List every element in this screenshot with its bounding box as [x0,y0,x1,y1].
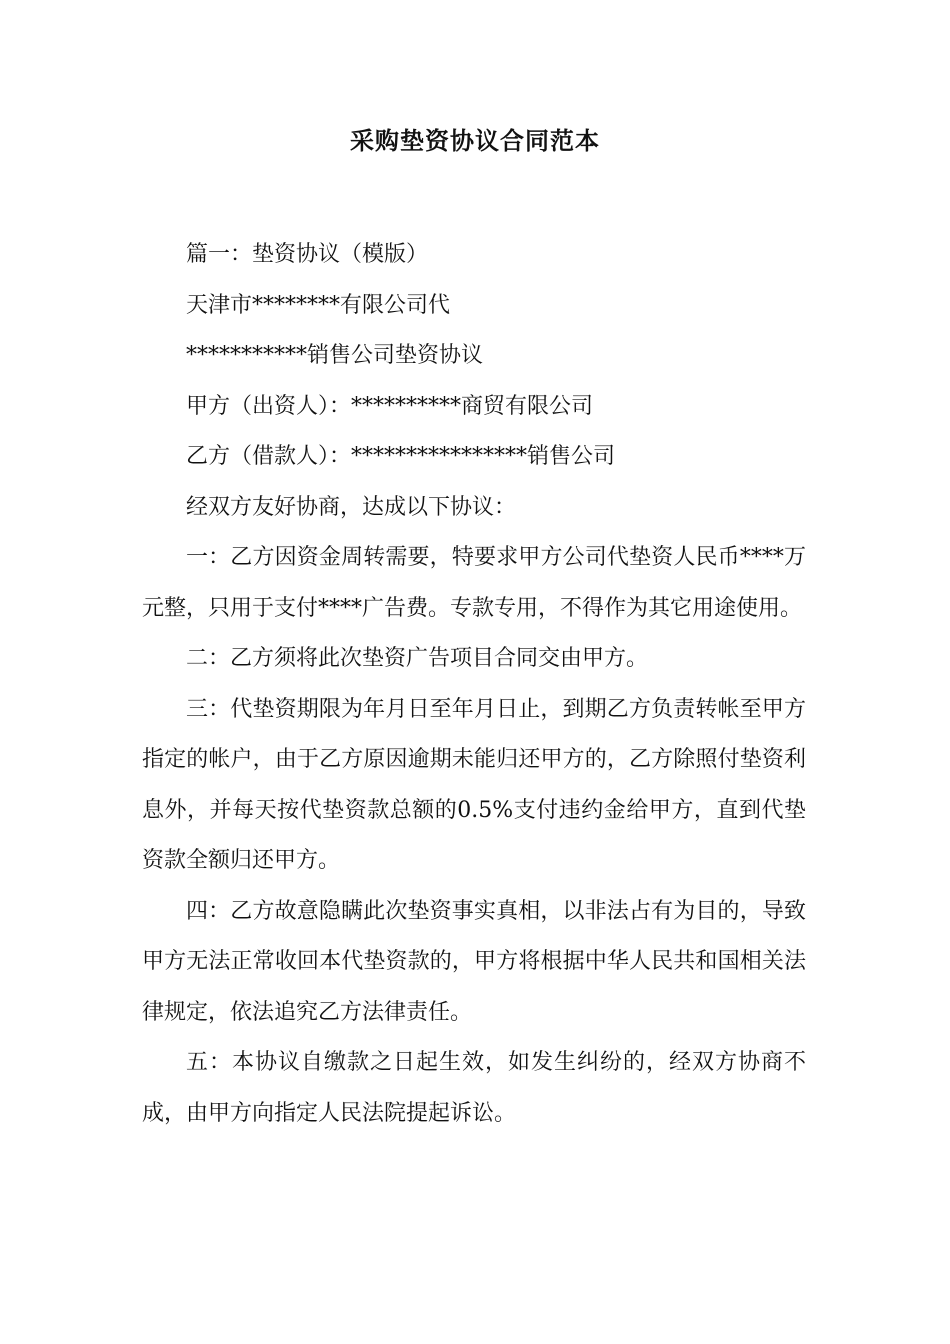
clause-4: 四：乙方故意隐瞒此次垫资事实真相，以非法占有为目的，导致甲方无法正常收回本代垫资款的，甲方将根据中华人民共和国相关法律规定，依法追究乙方法律责任。 [142,898,806,1025]
clause-2: 二：乙方须将此次垫资广告项目合同交由甲方。 [186,646,649,671]
clause-3: 三：代垫资期限为年月日至年月日止，到期乙方负责转帐至甲方指定的帐户，由于乙方原因逾期未能归还甲方的，乙方除照付垫资利息外，并每天按代垫资款总额的0.5%支付违约金给甲方，直到代垫资款全额归还甲方。 [142,696,806,873]
clause-1: 一：乙方因资金周转需要，特要求甲方公司代垫资人民币****万元整，只用于支付****广告费。专款专用，不得作为其它用途使用。 [142,545,806,621]
party-a: 甲方（出资人）：**********商贸有限公司 [186,393,594,419]
document-title: 采购垫资协议合同范本 [350,127,600,155]
party-b: 乙方（借款人）：****************销售公司 [186,444,616,469]
agreement-intro: 经双方友好协商，达成以下协议： [186,494,517,520]
section-heading: 篇一：垫资协议（模版） [186,242,429,267]
clause-5: 五：本协议自缴款之日起生效，如发生纠纷的，经双方协商不成，由甲方向指定人民法院提起诉讼。 [142,1050,806,1126]
document-body [142,230,806,1139]
company-line: 天津市********有限公司代 [186,292,451,318]
agreement-name: ***********销售公司垫资协议 [186,343,484,368]
